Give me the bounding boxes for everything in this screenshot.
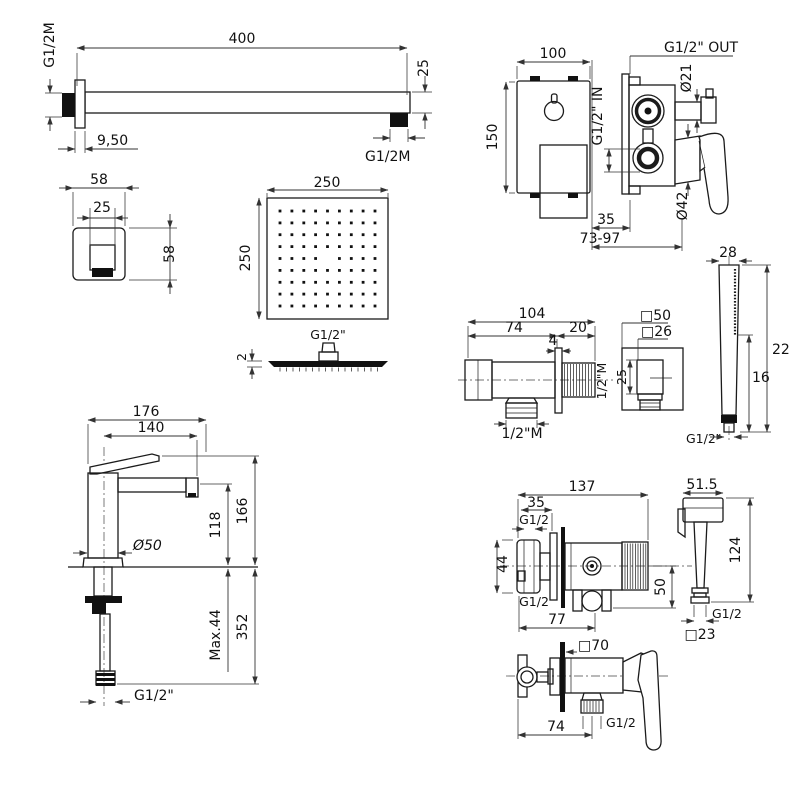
mixer-sleeve-diameter-label: Ø42 — [675, 191, 691, 221]
mixer-trim-sleeve — [675, 136, 700, 184]
escutcheon-inner-label: □26 — [641, 324, 673, 340]
handshower-length-label: 22 — [772, 342, 790, 358]
mixer-pipe-diameter-label: Ø21 — [679, 63, 695, 93]
basin-height-label: 166 — [235, 497, 251, 525]
stopvalve-offset-label: 74 — [547, 719, 565, 735]
basin-deck-max-label: Max.44 — [208, 609, 224, 661]
basin-depth-label: 176 — [132, 404, 160, 420]
bidet-width-label: 51.5 — [686, 477, 718, 493]
handshower-diameter-label: 28 — [719, 245, 737, 261]
mixer-depth-range-label: 73-97 — [579, 231, 621, 247]
elbow-thread-length-label: 20 — [569, 320, 587, 336]
basin-body-diameter-label: Ø50 — [133, 538, 162, 554]
handshower-spray-label: 16 — [752, 370, 770, 386]
mixer-inlet-label: G1/2" IN — [590, 86, 606, 146]
mixer-min-depth-label: 35 — [597, 212, 615, 228]
flange-bore-label: 25 — [93, 200, 111, 216]
anglevalve-holder-offset-label: 77 — [548, 612, 566, 628]
anglevalve-top-thread-label: G1/2 — [519, 512, 549, 527]
bidet-square-label: □23 — [684, 627, 716, 643]
handshower-thread-label: G1/2" — [686, 431, 722, 446]
arm-flange-depth-label: 9,50 — [97, 133, 129, 149]
stopvalve-thread-label: G1/2 — [606, 715, 636, 730]
basin-thread-label: G1/2" — [134, 688, 174, 704]
head-width-label: 250 — [313, 175, 341, 191]
bidet-height-label: 124 — [728, 536, 744, 564]
escutcheon-height-label: 25 — [614, 369, 629, 385]
arm-length-label: 400 — [228, 31, 256, 47]
anglevalve-height-label: 44 — [495, 555, 511, 573]
stopvalve-escutcheon-label: □70 — [578, 638, 610, 654]
basin-spout-height-label: 118 — [208, 511, 224, 539]
anglevalve-offset-label: 35 — [527, 495, 545, 511]
flange-height-label: 58 — [162, 245, 178, 263]
elbow-bottom-thread-label: 1/2"M — [501, 426, 543, 442]
escutcheon-outer-label: □50 — [640, 308, 672, 324]
head-depth-label: 250 — [238, 244, 254, 272]
arm-end-thread-label: G1/2M — [365, 149, 411, 165]
anglevalve-bottom-thread-label: G1/2 — [519, 594, 549, 609]
basin-reach-label: 140 — [137, 420, 165, 436]
arm-wall-thread-label: G1/2M — [42, 22, 58, 68]
elbow-body-label: 74 — [505, 320, 523, 336]
anglevalve-length-label: 137 — [568, 479, 596, 495]
elbow-plate-label: 4 — [548, 333, 558, 349]
mixer-outlet-label: G1/2" OUT — [664, 40, 739, 56]
arm-diameter-label: 25 — [416, 59, 432, 77]
basin-tail-length-label: 352 — [235, 613, 251, 641]
elbow-length-label: 104 — [518, 306, 546, 322]
elbow-side-thread-label: 1/2"M — [594, 362, 609, 400]
bidet-thread-label: G1/2 — [712, 606, 742, 621]
flange-width-label: 58 — [90, 172, 108, 188]
mixer-plate-height-label: 150 — [485, 123, 501, 151]
anglevalve-holder-height-label: 50 — [653, 578, 669, 596]
mixer-plate-width-label: 100 — [539, 46, 567, 62]
head-thread-label: G1/2" — [310, 327, 346, 342]
head-thickness-label: 2 — [234, 353, 249, 361]
